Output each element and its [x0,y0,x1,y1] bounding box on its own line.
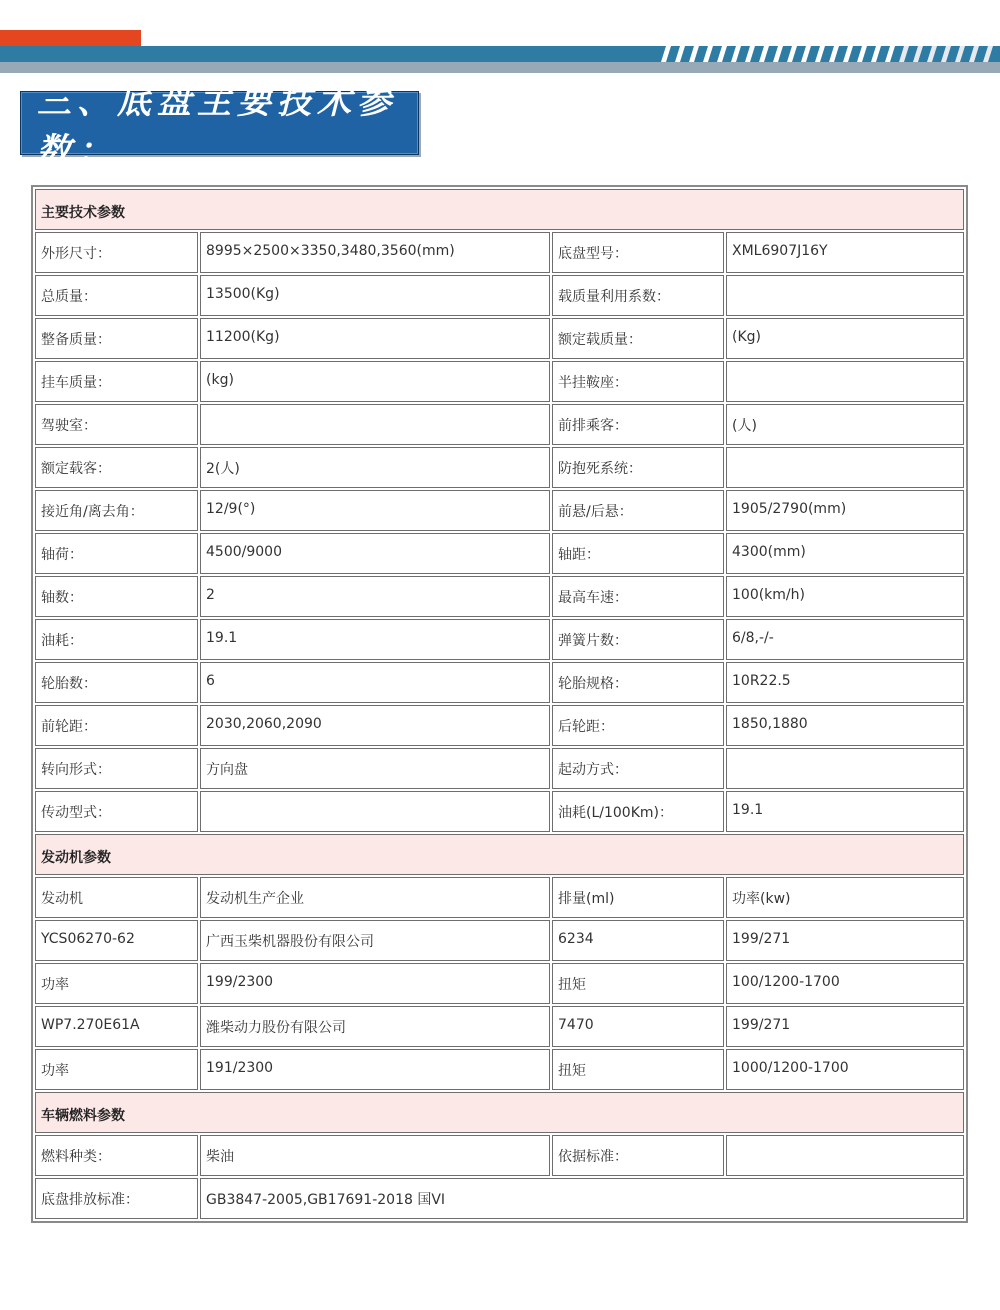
table-row [35,318,964,359]
param-label: 扭矩 [552,963,724,1004]
hatch-stripe [731,46,741,62]
table-row [35,232,964,273]
param-value: 100/1200-1700 [726,963,964,1004]
param-label: 驾驶室： [35,404,198,445]
param-label: 依据标准： [552,1135,724,1176]
param-value: 功率(kw) [726,877,964,918]
table-row [35,920,964,961]
param-value: 方向盘 [200,748,550,789]
param-value [726,275,964,316]
spec-table [31,185,968,1223]
hatch-stripe [815,46,825,62]
table-row [35,1178,964,1219]
table-row [35,361,964,402]
hatch-stripe [955,46,965,62]
param-label: 整备质量： [35,318,198,359]
param-value: 1850,1880 [726,705,964,746]
param-value: 11200(Kg) [200,318,550,359]
param-label: 半挂鞍座： [552,361,724,402]
param-label: 发动机 [35,877,198,918]
hatch-stripe [927,46,937,62]
param-value: 6 [200,662,550,703]
table-row [35,576,964,617]
param-label: 油耗(L/100Km)： [552,791,724,832]
param-value: 12/9(°) [200,490,550,531]
header-fuel-params: 车辆燃料参数 [35,1092,964,1133]
table-row [35,619,964,660]
param-value: 1000/1200-1700 [726,1049,964,1090]
param-label: 接近角/离去角： [35,490,198,531]
param-value: 4500/9000 [200,533,550,574]
param-label: 轴距： [552,533,724,574]
hatch-stripe [983,46,993,62]
table-row [35,404,964,445]
param-label: 转向形式： [35,748,198,789]
param-label: 前轮距： [35,705,198,746]
param-value: 19.1 [200,619,550,660]
table-row [35,490,964,531]
param-label: 7470 [552,1006,724,1047]
param-value: 1905/2790(mm) [726,490,964,531]
param-label: 弹簧片数： [552,619,724,660]
table-row [35,275,964,316]
header-engine-params: 发动机参数 [35,834,964,875]
param-value: 199/2300 [200,963,550,1004]
param-value: (kg) [200,361,550,402]
param-label: 挂车质量： [35,361,198,402]
param-value: 199/271 [726,1006,964,1047]
hatch-stripe [871,46,881,62]
table-row [35,662,964,703]
section-title: 三、底盘主要技术参数： [37,82,397,171]
hatch-stripe [885,46,895,62]
param-label: 防抱死系统： [552,447,724,488]
table-row [35,1049,964,1090]
param-value: 2030,2060,2090 [200,705,550,746]
hatch-stripe [829,46,839,62]
param-value: 191/2300 [200,1049,550,1090]
hatch-stripe [969,46,979,62]
param-value: XML6907J16Y [726,232,964,273]
param-label: 传动型式： [35,791,198,832]
hatch-stripe [717,46,727,62]
param-value [726,447,964,488]
param-label: 总质量： [35,275,198,316]
table-section-header [35,834,964,875]
param-label: 轴数： [35,576,198,617]
param-value: 2(人) [200,447,550,488]
hatch-stripe [675,46,685,62]
param-label: 外形尺寸： [35,232,198,273]
param-value: 19.1 [726,791,964,832]
table-row [35,533,964,574]
param-value: 13500(Kg) [200,275,550,316]
param-label: YCS06270-62 [35,920,198,961]
hatch-stripe [703,46,713,62]
param-label: 额定载客： [35,447,198,488]
param-label: 底盘型号： [552,232,724,273]
table-row [35,963,964,1004]
param-label: 功率 [35,1049,198,1090]
table-row [35,447,964,488]
param-value: 6/8,-/- [726,619,964,660]
param-label: 轴荷： [35,533,198,574]
param-label: 载质量利用系数： [552,275,724,316]
section-title-banner [20,82,419,171]
param-value: 柴油 [200,1135,550,1176]
emission-label: 底盘排放标准： [35,1178,198,1219]
param-value: 100(km/h) [726,576,964,617]
hatch-stripe [843,46,853,62]
param-value: 2 [200,576,550,617]
hatch-stripe [899,46,909,62]
param-label: 油耗： [35,619,198,660]
param-label: 最高车速： [552,576,724,617]
param-label: 轮胎规格： [552,662,724,703]
hatch-stripe [759,46,769,62]
param-label: 起动方式： [552,748,724,789]
param-label: 前排乘客： [552,404,724,445]
table-row [35,748,964,789]
param-value [726,1135,964,1176]
table-row [35,791,964,832]
banner-grey-stripe [0,62,1000,73]
param-value: (人) [726,404,964,445]
param-value: 发动机生产企业 [200,877,550,918]
hatch-stripe [661,46,671,62]
param-value: 广西玉柴机器股份有限公司 [200,920,550,961]
table-section-header [35,1092,964,1133]
table-row [35,1006,964,1047]
param-label: 功率 [35,963,198,1004]
table-row [35,1135,964,1176]
table-row [35,705,964,746]
banner-red-stripe [0,30,141,46]
param-value: 8995×2500×3350,3480,3560(mm) [200,232,550,273]
param-value: 199/271 [726,920,964,961]
param-value: 潍柴动力股份有限公司 [200,1006,550,1047]
hatch-stripe [913,46,923,62]
param-value [726,748,964,789]
param-label: 额定载质量： [552,318,724,359]
hatch-stripe [857,46,867,62]
param-value [200,791,550,832]
param-label: 排量(ml) [552,877,724,918]
hatch-stripe [801,46,811,62]
param-label: 前悬/后悬： [552,490,724,531]
param-value [726,361,964,402]
table-section-header [35,189,964,230]
param-value: 10R22.5 [726,662,964,703]
param-label: WP7.270E61A [35,1006,198,1047]
hatch-stripe [689,46,699,62]
param-label: 后轮距： [552,705,724,746]
hatch-stripe [941,46,951,62]
param-label: 扭矩 [552,1049,724,1090]
top-banner [0,0,1000,80]
table-row [35,877,964,918]
header-main-params: 主要技术参数 [35,189,964,230]
hatch-stripe [773,46,783,62]
param-value: 4300(mm) [726,533,964,574]
param-label: 轮胎数： [35,662,198,703]
param-label: 6234 [552,920,724,961]
emission-value: GB3847-2005,GB17691-2018 国VI [200,1178,964,1219]
param-label: 燃料种类： [35,1135,198,1176]
hatch-stripe [787,46,797,62]
param-value [200,404,550,445]
banner-hatch-decoration [655,46,1000,62]
param-value: (Kg) [726,318,964,359]
hatch-stripe [745,46,755,62]
